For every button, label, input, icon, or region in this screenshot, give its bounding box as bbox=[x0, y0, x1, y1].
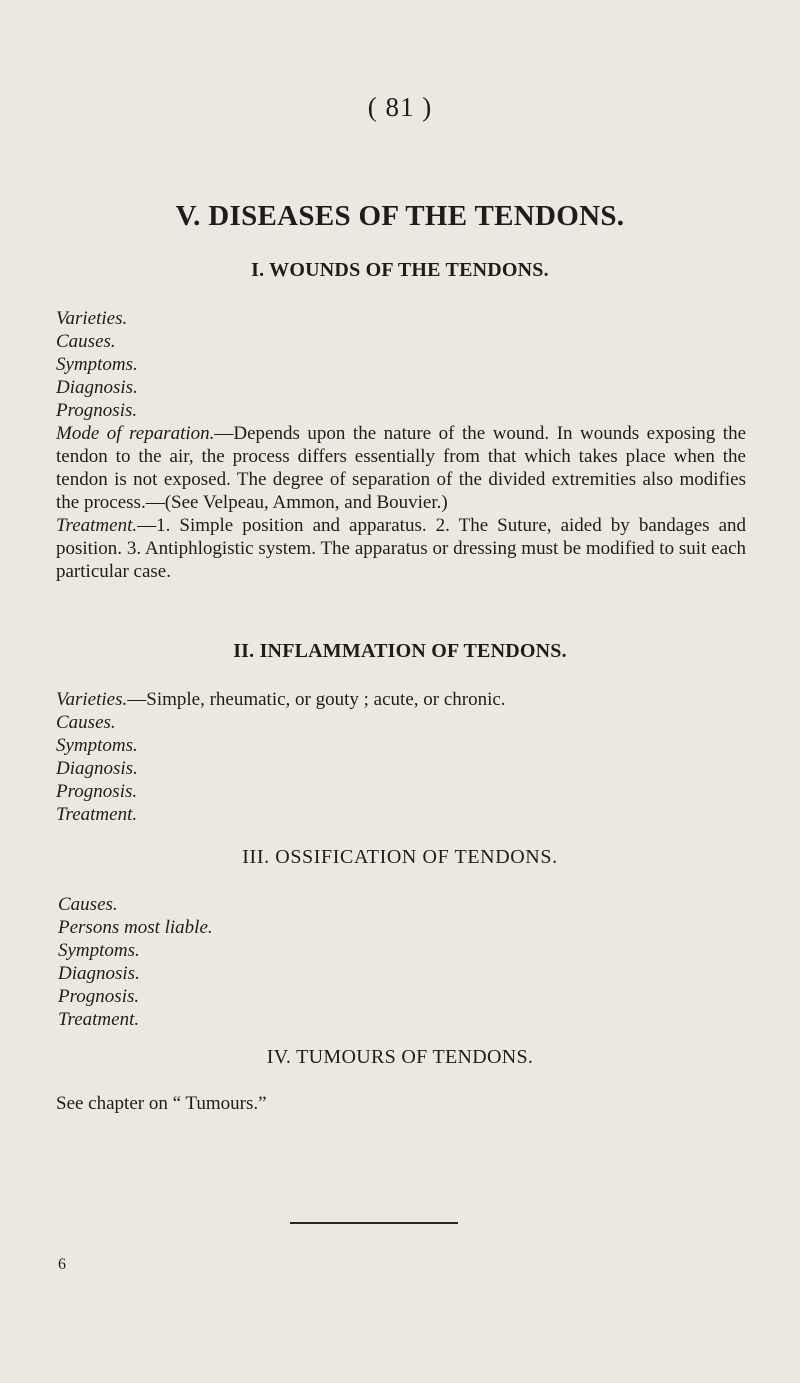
divider-rule bbox=[290, 1222, 458, 1224]
subheading: Causes. bbox=[58, 894, 118, 915]
subheading: Persons most liable. bbox=[58, 917, 213, 938]
chapter-title: V. DISEASES OF THE TENDONS. bbox=[175, 200, 625, 232]
subheading: Diagnosis. bbox=[56, 377, 138, 398]
varieties-line bbox=[56, 688, 746, 711]
section-body-ossification bbox=[58, 893, 748, 1031]
subheading: Symptoms. bbox=[58, 940, 140, 961]
section-title-ossification: III. OSSIFICATION OF TENDONS. bbox=[242, 846, 558, 868]
signature-mark: 6 bbox=[58, 1256, 66, 1273]
treatment-text: —1. Simple position and apparatus. 2. The Suture, aided by bandages and position. 3. Antiphlogistic system. The apparatus or dressing must be modified to suit each particular case. bbox=[56, 515, 746, 582]
subheading: Symptoms. bbox=[56, 354, 138, 375]
subheading: Causes. bbox=[56, 712, 116, 733]
subheading: Treatment. bbox=[56, 804, 138, 825]
subheading: Diagnosis. bbox=[56, 758, 138, 779]
subheading: Causes. bbox=[56, 331, 116, 352]
varieties-text: —Simple, rheumatic, or gouty ; acute, or chronic. bbox=[127, 689, 506, 710]
mode-of-reparation-text: —Depends upon the nature of the wound. In wounds exposing the tendon to the air, the process differs essentially from that which takes place when the tendon is not exposed. The degree of separation of the divided extremities also modifies the process.—(See Velpeau, Ammon, and Bouvier.) bbox=[56, 423, 746, 513]
subheading: Prognosis. bbox=[56, 781, 138, 802]
subheading: Prognosis. bbox=[56, 400, 138, 421]
page-number: ( 81 ) bbox=[367, 92, 433, 122]
mode-of-reparation-heading: Mode of reparation. bbox=[56, 423, 215, 444]
subheading: Varieties. bbox=[56, 308, 128, 329]
section-title-inflammation: II. INFLAMMATION OF TENDONS. bbox=[233, 640, 567, 662]
subheading: Prognosis. bbox=[58, 986, 140, 1007]
subheading: Diagnosis. bbox=[58, 963, 140, 984]
section-title-wounds: I. WOUNDS OF THE TENDONS. bbox=[251, 259, 549, 281]
cross-reference-text: See chapter on “ Tumours.” bbox=[56, 1093, 267, 1114]
subheading: Symptoms. bbox=[56, 735, 138, 756]
subheading: Treatment. bbox=[58, 1009, 140, 1030]
section-body-wounds bbox=[56, 307, 746, 583]
treatment-heading: Treatment. bbox=[56, 515, 138, 536]
mode-of-reparation-paragraph bbox=[56, 422, 746, 514]
treatment-paragraph bbox=[56, 514, 746, 583]
section-body-inflammation bbox=[56, 688, 746, 826]
section-title-tumours: IV. TUMOURS OF TENDONS. bbox=[266, 1046, 534, 1068]
section-body-tumours bbox=[56, 1092, 746, 1115]
varieties-heading: Varieties. bbox=[56, 689, 128, 710]
